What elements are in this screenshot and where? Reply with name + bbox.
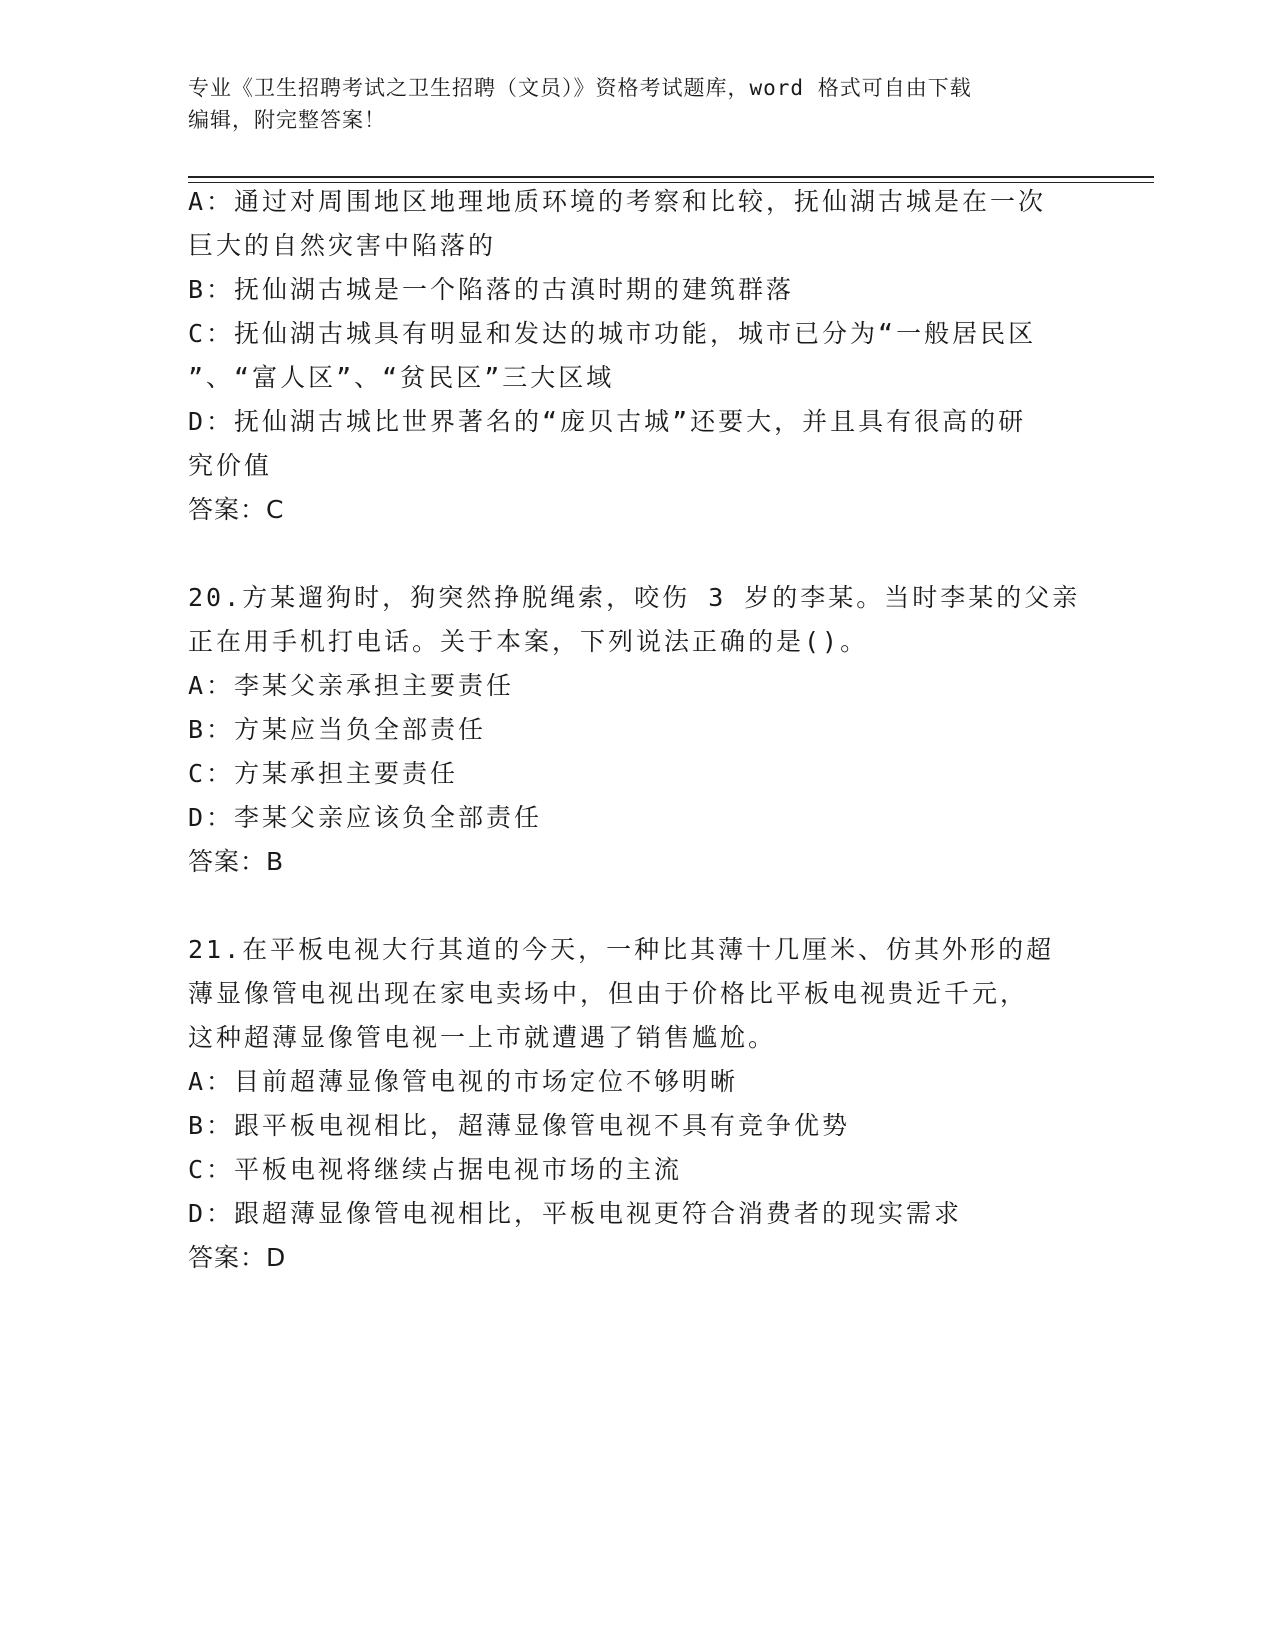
header-line-2: 编辑，附完整答案！ [188,108,386,132]
q21-stem-line-1: 21.在平板电视大行其道的今天，一种比其薄十几厘米、仿其外形的超 [188,935,1055,964]
q19-option-a-line-1: A：通过对周围地区地理地质环境的考察和比较，抚仙湖古城是在一次 [188,187,1047,216]
q21-option-d: D：跟超薄显像管电视相比，平板电视更符合消费者的现实需求 [188,1199,963,1228]
q21-option-b: B：跟平板电视相比，超薄显像管电视不具有竞争优势 [188,1111,851,1140]
q19-option-c-line-2: ”、“富人区”、“贫民区”三大区域 [188,363,615,392]
q20-answer: 答案：B [188,847,285,876]
q20-stem-line-2: 正在用手机打电话。关于本案，下列说法正确的是()。 [188,627,869,656]
q19-option-d-line-1: D：抚仙湖古城比世界著名的“庞贝古城”还要大，并且具有很高的研 [188,407,1027,436]
q21-option-c: C：平板电视将继续占据电视市场的主流 [188,1155,683,1184]
header-divider [188,176,1154,178]
q19-option-c-line-1: C：抚仙湖古城具有明显和发达的城市功能，城市已分为“一般居民区 [188,319,1037,348]
q21-option-a: A：目前超薄显像管电视的市场定位不够明晰 [188,1067,739,1096]
q19-option-b: B：抚仙湖古城是一个陷落的古滇时期的建筑群落 [188,275,795,304]
q19-option-d-line-2: 究价值 [188,451,273,480]
q20-option-d: D：李某父亲应该负全部责任 [188,803,543,832]
q21-stem-line-3: 这种超薄显像管电视一上市就遭遇了销售尴尬。 [188,1023,777,1052]
q20-stem-line-1: 20.方某遛狗时，狗突然挣脱绳索，咬伤 3 岁的李某。当时李某的父亲 [188,583,1081,612]
q21-stem-line-2: 薄显像管电视出现在家电卖场中，但由于价格比平板电视贵近千元， [188,979,1029,1008]
q19-answer: 答案：C [188,495,285,524]
q20-option-c: C：方某承担主要责任 [188,759,459,788]
header-divider-thin [188,182,1154,183]
q19-option-a-line-2: 巨大的自然灾害中陷落的 [188,231,497,260]
header-line-1: 专业《卫生招聘考试之卫生招聘（文员）》资格考试题库，word 格式可自由下载 [188,76,972,100]
q20-option-b: B：方某应当负全部责任 [188,715,487,744]
q21-answer: 答案：D [188,1243,287,1272]
document-header [188,72,1068,136]
q20-option-a: A：李某父亲承担主要责任 [188,671,515,700]
